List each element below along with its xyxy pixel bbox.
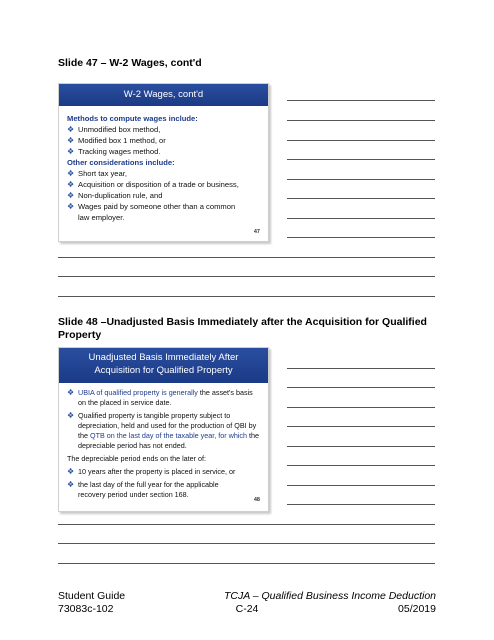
diamond-bullet-icon: ❖ <box>67 480 75 489</box>
slide-48-heading: Slide 48 –Unadjusted Basis Immediately after the Acquisition for Qualified Property <box>58 316 427 341</box>
slide-47-heading: Slide 47 – W-2 Wages, cont'd <box>58 57 202 69</box>
note-line <box>58 524 435 525</box>
diamond-bullet-icon: ❖ <box>67 180 75 189</box>
footer-page-number: C-24 <box>235 603 259 615</box>
list-item: ❖ Tracking wages method. <box>67 147 161 156</box>
list-item: ❖ 10 years after the property is placed in service, or <box>67 467 236 476</box>
note-line <box>58 296 435 297</box>
footer-date: 05/2019 <box>398 603 436 615</box>
slide-48-title: Unadjusted Basis Immediately After Acquisition for Qualified Property <box>59 348 268 383</box>
note-line <box>287 120 435 121</box>
note-line <box>58 543 435 544</box>
note-line <box>58 257 435 258</box>
slide-number: 47 <box>253 229 260 235</box>
diamond-bullet-icon: ❖ <box>67 467 75 476</box>
diamond-bullet-icon: ❖ <box>67 169 75 178</box>
note-line <box>287 140 435 141</box>
list-item: ❖ Unmodified box method, <box>67 125 161 134</box>
footer-right <box>224 590 436 616</box>
list-item: ❖ Modified box 1 method, or <box>67 136 166 145</box>
considerations-subheading: Other considerations include: <box>67 158 175 167</box>
list-item: ❖ UBIA of qualified property is generally the asset's basis on the placed in service date. <box>67 388 253 407</box>
diamond-bullet-icon: ❖ <box>67 147 75 156</box>
list-item: ❖ Qualified property is tangible property subject to depreciation, held and used for the production of QBI by the QTB on the last day of the taxable year, for which the depreciable period has not ended. <box>67 411 260 450</box>
methods-subheading: Methods to compute wages include: <box>67 114 198 123</box>
note-line <box>287 237 435 238</box>
note-line <box>287 465 435 466</box>
slide-47-title: W-2 Wages, cont'd <box>59 84 268 106</box>
note-line <box>287 368 435 369</box>
list-item: ❖ Acquisition or disposition of a trade or business, <box>67 180 239 189</box>
slide-47-body <box>59 106 268 223</box>
diamond-bullet-icon: ❖ <box>67 202 75 211</box>
note-line <box>58 276 435 277</box>
list-item: ❖ Non-duplication rule, and <box>67 191 163 200</box>
note-line <box>287 407 435 408</box>
diamond-bullet-icon: ❖ <box>67 411 75 420</box>
note-line <box>287 198 435 199</box>
paragraph: The depreciable period ends on the later of: <box>67 454 207 463</box>
diamond-bullet-icon: ❖ <box>67 388 75 397</box>
footer-course-code: 73083c-102 <box>58 603 114 615</box>
diamond-bullet-icon: ❖ <box>67 125 75 134</box>
note-line <box>287 426 435 427</box>
diamond-bullet-icon: ❖ <box>67 191 75 200</box>
list-item: ❖ the last day of the full year for the applicable recovery period under section 168. <box>67 480 219 499</box>
footer-guide-label: Student Guide <box>58 590 126 602</box>
note-line <box>287 159 435 160</box>
note-line <box>287 387 435 388</box>
list-item: ❖ Short tax year, <box>67 169 127 178</box>
note-line <box>287 100 435 101</box>
slide-48 <box>58 347 269 512</box>
note-line <box>287 446 435 447</box>
slide-48-body <box>59 383 268 500</box>
note-line <box>287 504 435 505</box>
note-line <box>58 563 435 564</box>
note-line <box>287 179 435 180</box>
slide-number: 48 <box>253 497 260 503</box>
note-line <box>287 218 435 219</box>
footer-course-title: TCJA – Qualified Business Income Deduction <box>223 590 436 602</box>
diamond-bullet-icon: ❖ <box>67 136 75 145</box>
note-line <box>287 485 435 486</box>
slide-47 <box>58 83 269 242</box>
list-item: ❖ Wages paid by someone other than a common law employer. <box>67 202 236 222</box>
